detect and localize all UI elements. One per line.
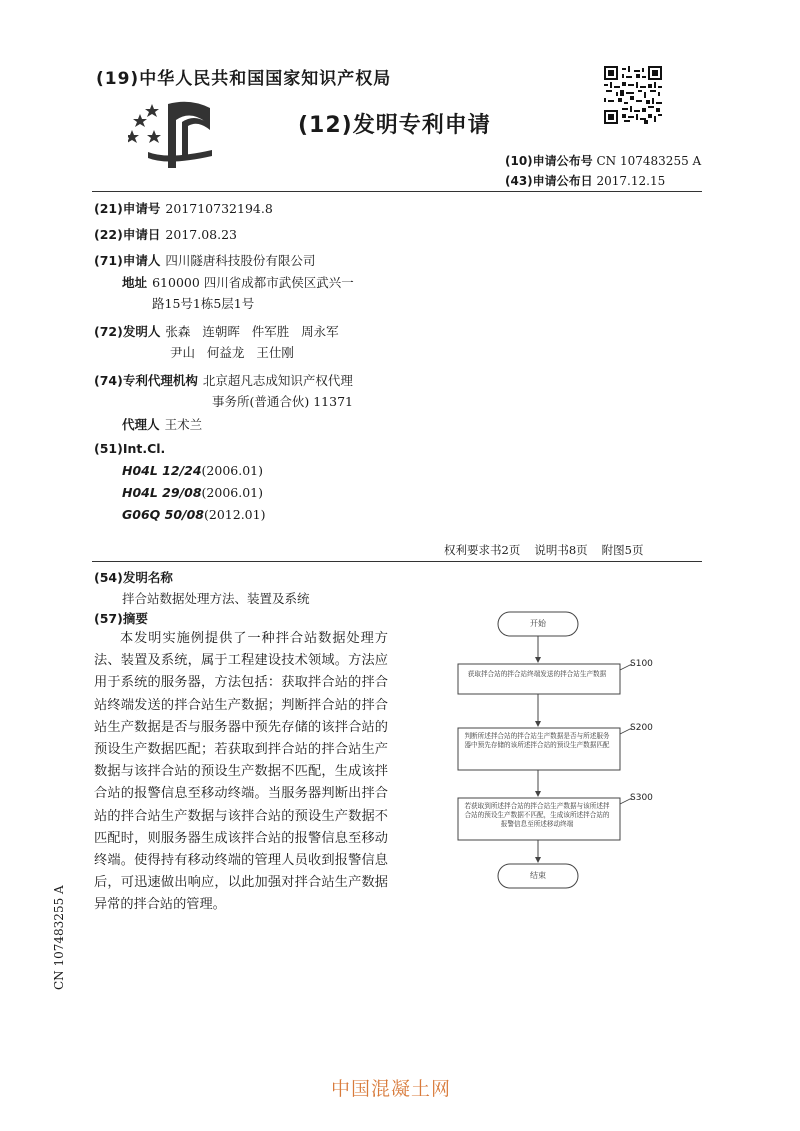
publication-date-label: (43)申请公布日 bbox=[505, 174, 593, 188]
qr-code-icon bbox=[604, 66, 662, 124]
publication-number-row bbox=[505, 152, 701, 169]
flowchart bbox=[440, 600, 700, 900]
description-pages: 说明书8页 bbox=[534, 543, 588, 557]
publication-type: (12)发明专利申请 bbox=[298, 113, 491, 138]
inventors: (72)发明人 张森 连朝晖 件军胜 周永军 bbox=[94, 324, 339, 339]
abstract-text: 本发明实施例提供了一种拌合站数据处理方法、装置及系统，属于工程建设技术领域。方法应用于系统的服务器，方法包括：获取拌合站的拌合站终端发送的拌合站生产数据；判断拌合站的拌合站生产数据是否与服务器中预先存储的该拌合站的预设生产数据匹配；若获取到拌合站的拌合站生产数据与该拌合站的预设生产数据不匹配，生成该拌合站的报警信息至移动终端。当服务器判断出拌合站的拌合站生产数据与该拌合站的预设生产数据不匹配时，则服务器生成该拌合站的报警信息至移动终端。使得持有移动终端的管理人员收到报警信息后，可迅速做出响应，以此加强对拌合站生产数据异常的拌合站的管理。 bbox=[94, 631, 388, 913]
invention-title-label: (54)发明名称 bbox=[94, 570, 173, 585]
ipc-class: H04L 12/24(2006.01) bbox=[122, 463, 263, 478]
publication-date: 2017.12.15 bbox=[596, 174, 666, 188]
flowchart-step-text: 若获取到所述拌合站的拌合站生产数据与该所述拌合站的预设生产数据不匹配，生成该所述拌合站的报警信息至所述移动终端 bbox=[464, 802, 610, 828]
flowchart-step-label: S300 bbox=[630, 793, 653, 803]
invention-title: 拌合站数据处理方法、装置及系统 bbox=[122, 591, 310, 606]
int-cl-label: (51)Int.Cl. bbox=[94, 441, 166, 456]
flowchart-step-box bbox=[458, 664, 620, 694]
side-publication-number: CN 107483255 A bbox=[52, 885, 66, 990]
flowchart-step-text: 获取拌合站的拌合站终端发送的拌合站生产数据 bbox=[467, 670, 607, 678]
application-number: (21)申请号 201710732194.8 bbox=[94, 201, 273, 216]
inventors-line-2: 尹山 何益龙 王仕刚 bbox=[170, 345, 294, 360]
flowchart-step-label: S100 bbox=[630, 659, 653, 669]
address-line-2: 路15号1栋5层1号 bbox=[152, 296, 255, 311]
filing-date: (22)申请日 2017.08.23 bbox=[94, 227, 237, 242]
flowchart-start-label: 开始 bbox=[530, 619, 546, 628]
flowchart-step-text: 判断所述拌合站的拌合站生产数据是否与所述服务器中预先存储的该所述拌合站的预设生产数据匹配 bbox=[464, 732, 610, 749]
address: 地址 610000 四川省成都市武侯区武兴一 bbox=[122, 275, 354, 290]
publication-date-row bbox=[505, 172, 665, 189]
flowchart-step-label: S200 bbox=[630, 723, 653, 733]
publication-number-label: (10)申请公布号 bbox=[505, 154, 593, 168]
abstract-label: (57)摘要 bbox=[94, 611, 148, 626]
watermark: 中国混凝土网 bbox=[331, 1078, 452, 1100]
patent-agency-line-2: 事务所(普通合伙) 11371 bbox=[212, 394, 353, 409]
flowchart-end-label: 结束 bbox=[530, 871, 546, 880]
office-name: (19)中华人民共和国国家知识产权局 bbox=[96, 69, 392, 89]
ipc-class: G06Q 50/08(2012.01) bbox=[122, 507, 266, 522]
patent-agent: 代理人 王术兰 bbox=[122, 417, 203, 432]
drawing-pages: 附图5页 bbox=[601, 543, 644, 557]
ipc-class: H04L 29/08(2006.01) bbox=[122, 485, 263, 500]
divider bbox=[92, 561, 702, 562]
patent-agency: (74)专利代理机构 北京超凡志成知识产权代理 bbox=[94, 373, 353, 388]
page-counts bbox=[444, 542, 643, 558]
divider bbox=[92, 191, 702, 192]
cnipa-logo bbox=[128, 100, 214, 172]
applicant: (71)申请人 四川隧唐科技股份有限公司 bbox=[94, 253, 316, 268]
claims-pages: 权利要求书2页 bbox=[444, 543, 521, 557]
publication-number: CN 107483255 A bbox=[596, 154, 702, 168]
